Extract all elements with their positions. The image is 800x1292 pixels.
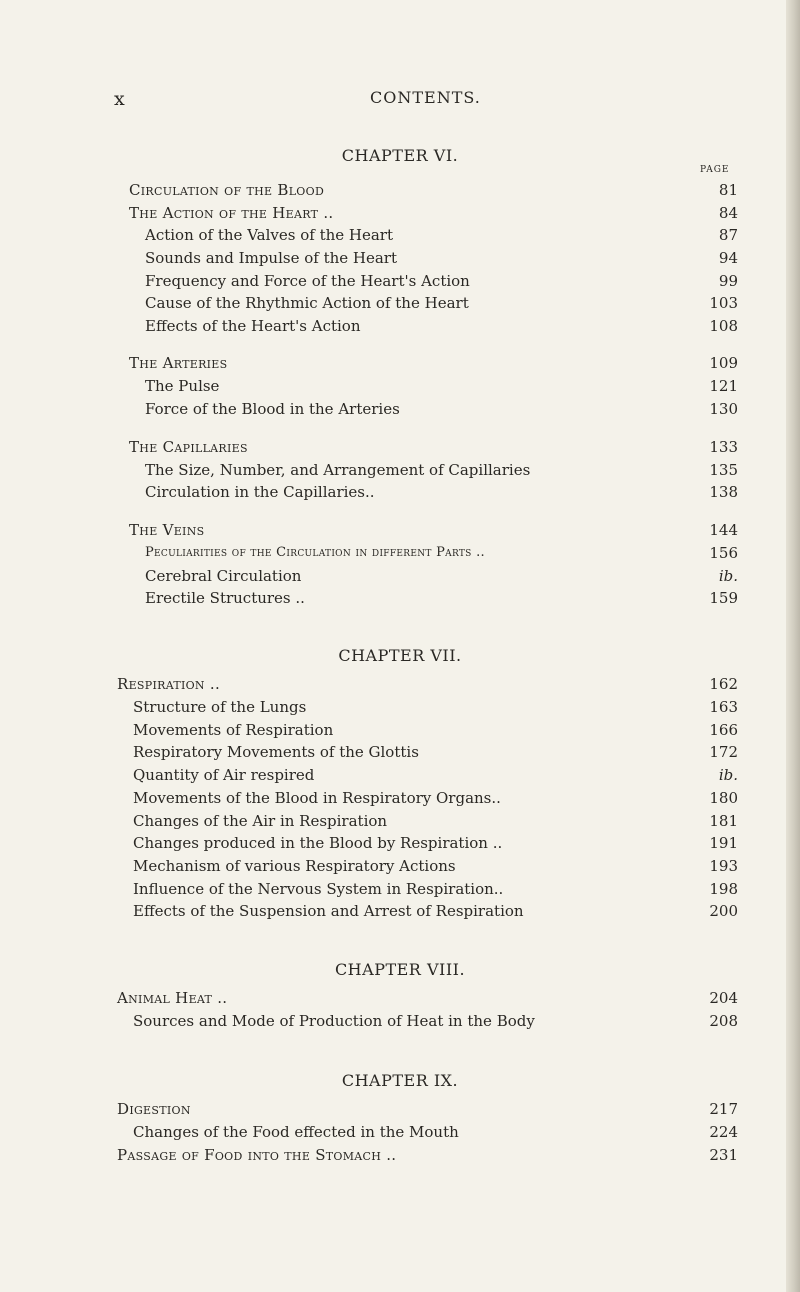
toc-entry xyxy=(0,247,800,269)
chapter-heading: CHAPTER IX. xyxy=(341,1071,459,1090)
toc-entry xyxy=(0,398,800,420)
toc-entry-page: 94 xyxy=(718,249,738,267)
toc-entry xyxy=(0,179,800,201)
toc-entry-page: ib. xyxy=(718,766,738,784)
running-title: CONTENTS. xyxy=(370,88,481,107)
toc-entry-title: Movements of Respiration xyxy=(133,721,334,739)
toc-entry-page: 166 xyxy=(709,721,738,739)
toc-entry xyxy=(0,987,788,1009)
toc-entry-page: 193 xyxy=(709,857,738,875)
toc-entry xyxy=(0,719,788,741)
toc-entry-page: 204 xyxy=(709,989,738,1007)
toc-entry-title: Action of the Valves of the Heart xyxy=(145,226,393,244)
toc-entry-title: Effects of the Suspension and Arrest of Respiration xyxy=(133,902,524,920)
toc-entry-title: Animal Heat .. xyxy=(117,989,228,1007)
toc-entry-page: 108 xyxy=(709,317,738,335)
toc-entry-title: The Pulse xyxy=(145,377,220,395)
toc-entry-page: 181 xyxy=(709,812,738,830)
toc-entry xyxy=(0,459,800,481)
toc-entry xyxy=(0,565,800,587)
toc-entry xyxy=(0,292,800,314)
toc-entry-title: Digestion xyxy=(117,1100,191,1118)
page-folio: x xyxy=(114,88,125,110)
toc-entry xyxy=(0,436,800,458)
toc-entry xyxy=(0,352,800,374)
toc-entry-title: Peculiarities of the Circulation in different Parts .. xyxy=(145,545,485,560)
toc-entry-page: 121 xyxy=(709,377,738,395)
toc-entry-page: 162 xyxy=(709,675,738,693)
toc-entry xyxy=(0,900,788,922)
toc-entry-title: Cause of the Rhythmic Action of the Heart xyxy=(145,294,469,312)
toc-entry-page: 180 xyxy=(709,789,738,807)
chapter-heading: CHAPTER VII. xyxy=(338,646,462,665)
toc-entry-title: The Size, Number, and Arrangement of Capillaries xyxy=(145,461,531,479)
toc-entry-page: 103 xyxy=(709,294,738,312)
toc-entry xyxy=(0,810,788,832)
toc-entry xyxy=(16,542,800,564)
toc-entry-page: 191 xyxy=(709,834,738,852)
toc-entry-page: 109 xyxy=(709,354,738,372)
toc-entry xyxy=(0,878,788,900)
toc-entry xyxy=(0,1121,788,1143)
toc-entry-title: Changes of the Food effected in the Mouth xyxy=(133,1123,459,1141)
toc-entry-title: Circulation of the Blood xyxy=(129,181,325,199)
page-column-label: PAGE xyxy=(700,165,730,175)
toc-entry-page: 133 xyxy=(709,438,738,456)
toc-entry-title: The Arteries xyxy=(129,354,228,372)
toc-entry xyxy=(0,1010,788,1032)
toc-entry-title: Force of the Blood in the Arteries xyxy=(145,400,400,418)
toc-entry-page: 172 xyxy=(709,743,738,761)
toc-entry-title: The Veins xyxy=(129,521,205,539)
toc-entry-title: Quantity of Air respired xyxy=(133,766,315,784)
toc-entry-title: Circulation in the Capillaries.. xyxy=(145,483,375,501)
toc-entry-title: Sounds and Impulse of the Heart xyxy=(145,249,398,267)
toc-entry-title: Changes of the Air in Respiration xyxy=(133,812,388,830)
toc-entry-page: 159 xyxy=(709,589,738,607)
toc-entry-page: 198 xyxy=(709,880,738,898)
toc-entry xyxy=(0,270,800,292)
toc-entry xyxy=(0,375,800,397)
toc-entry-page: 81 xyxy=(718,181,738,199)
toc-entry-page: 200 xyxy=(709,902,738,920)
toc-entry xyxy=(0,741,788,763)
toc-entry xyxy=(0,787,788,809)
toc-entry-page: 163 xyxy=(709,698,738,716)
toc-entry xyxy=(0,673,788,695)
chapter-heading: CHAPTER VI. xyxy=(341,146,459,165)
toc-entry-page: 231 xyxy=(709,1146,738,1164)
toc-entry-title: Sources and Mode of Production of Heat in the Body xyxy=(133,1012,535,1030)
toc-entry xyxy=(0,764,788,786)
page-header xyxy=(0,88,800,108)
toc-entry-page: 224 xyxy=(709,1123,738,1141)
toc-entry-title: Respiratory Movements of the Glottis xyxy=(133,743,419,761)
toc-entry xyxy=(0,202,800,224)
toc-entry-title: Influence of the Nervous System in Respiration.. xyxy=(133,880,504,898)
toc-entry-title: The Capillaries xyxy=(129,438,248,456)
toc-entry-page: 144 xyxy=(709,521,738,539)
toc-entry-page: 99 xyxy=(718,272,738,290)
toc-entry-title: Frequency and Force of the Heart's Action xyxy=(145,272,470,290)
toc-entry-title: Passage of Food into the Stomach .. xyxy=(117,1146,397,1164)
toc-entry-page: 138 xyxy=(709,483,738,501)
toc-entry-page: 84 xyxy=(718,204,738,222)
toc-entry-page: 156 xyxy=(709,544,738,562)
toc-entry xyxy=(0,855,788,877)
toc-entry xyxy=(0,519,800,541)
toc-entry-title: Mechanism of various Respiratory Actions xyxy=(133,857,456,875)
toc-entry-page: 130 xyxy=(709,400,738,418)
toc-entry xyxy=(0,832,788,854)
toc-entry-title: Structure of the Lungs xyxy=(133,698,307,716)
toc-entry-page: 208 xyxy=(709,1012,738,1030)
toc-entry-title: Respiration .. xyxy=(117,675,221,693)
toc-entry xyxy=(0,481,800,503)
toc-entry xyxy=(0,696,788,718)
toc-entry-title: Erectile Structures .. xyxy=(145,589,305,607)
toc-entry xyxy=(0,224,800,246)
toc-entry xyxy=(0,587,800,609)
toc-entry-title: Effects of the Heart's Action xyxy=(145,317,361,335)
toc-entry-page: 217 xyxy=(709,1100,738,1118)
toc-entry-page: 87 xyxy=(718,226,738,244)
toc-entry-title: Changes produced in the Blood by Respiration .. xyxy=(133,834,503,852)
chapter-heading: CHAPTER VIII. xyxy=(334,960,466,979)
toc-entry-page: ib. xyxy=(718,567,738,585)
toc-entry-title: Cerebral Circulation xyxy=(145,567,302,585)
toc-entry-title: The Action of the Heart .. xyxy=(129,204,334,222)
toc-entry-title: Movements of the Blood in Respiratory Organs.. xyxy=(133,789,501,807)
toc-entry xyxy=(0,1098,788,1120)
toc-entry xyxy=(0,1144,788,1166)
toc-entry-page: 135 xyxy=(709,461,738,479)
toc-entry xyxy=(0,315,800,337)
